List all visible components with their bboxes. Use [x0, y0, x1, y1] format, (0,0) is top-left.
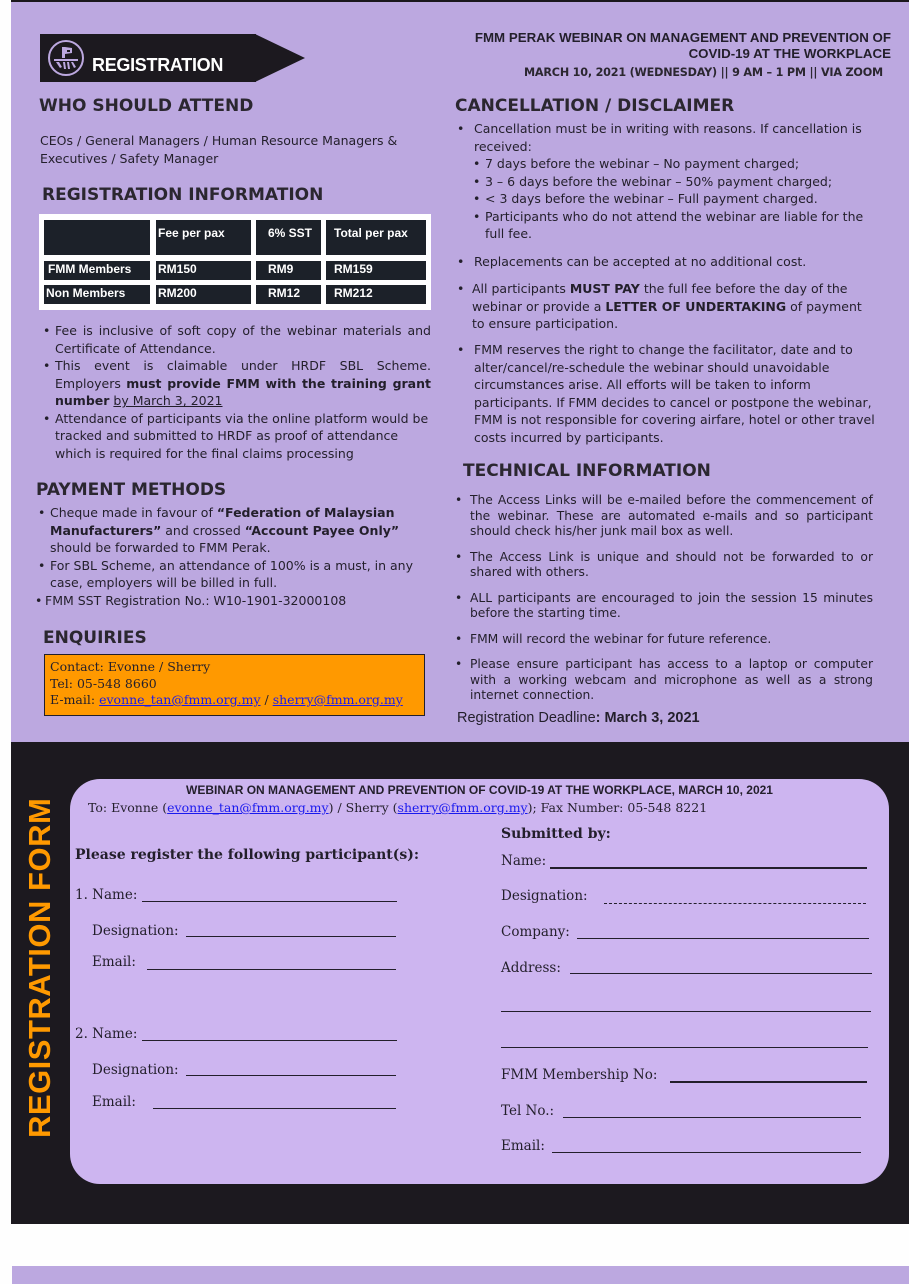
submitter-company-label: Company:: [501, 924, 570, 940]
registration-form-side-label: REGISTRATION FORM: [22, 797, 57, 1138]
fmm-logo-icon: [48, 40, 84, 76]
participant-1-name-label: 1. Name:: [75, 887, 138, 903]
table-cell-sst: RM9: [256, 261, 321, 280]
cancellation-term: • 7 days before the webinar – No payment charged;: [471, 155, 866, 173]
form-recipients: To: Evonne (evonne_tan@fmm.org.my) / Sherry (sherry@fmm.org.my); Fax Number: 05-548 8221: [88, 800, 708, 815]
technical-item: • FMM will record the webinar for future reference.: [455, 631, 772, 646]
event-title: [461, 30, 891, 61]
participant-2-email-label: Email:: [92, 1094, 136, 1110]
technical-list: [453, 493, 873, 704]
submitter-address-label: Address:: [501, 960, 561, 976]
contact-tel: Tel: 05-548 8660: [50, 675, 157, 691]
event-title-line-2: COVID-19 AT THE WORKPLACE: [688, 45, 891, 61]
registration-deadline: Registration Deadline: March 3, 2021: [457, 710, 700, 726]
cancellation-term: • 3 – 6 days before the webinar – 50% payment charged;: [471, 173, 866, 191]
technical-info-heading: TECHNICAL INFORMATION: [463, 461, 711, 481]
bullet-icon: •: [457, 342, 465, 357]
submitter-address-field-1[interactable]: [570, 973, 872, 974]
participant-2-name-label: 2. Name:: [75, 1026, 138, 1042]
bullet-icon: •: [457, 121, 465, 136]
cancellation-intro: • Cancellation must be in writing with reasons. If cancellation is received:: [457, 121, 862, 154]
participant-1-name-field[interactable]: [142, 901, 397, 902]
table-cell-fee: RM150: [156, 261, 251, 280]
table-header-sst: 6% SST: [256, 220, 321, 255]
contact-names: Contact: Evonne / Sherry: [50, 659, 211, 674]
enquiries-box: [44, 654, 425, 716]
bullet-icon: •: [455, 493, 463, 507]
replacements-note: • Replacements can be accepted at no additional cost.: [457, 254, 807, 269]
bullet-icon: •: [457, 254, 465, 269]
table-cell-sst: RM12: [256, 285, 321, 304]
registration-notes: [41, 322, 431, 462]
table-cell-total: RM159: [326, 261, 426, 280]
cancellation-block: [455, 120, 875, 243]
enquiries-heading: ENQUIRIES: [43, 628, 147, 648]
event-title-line-1: FMM PERAK WEBINAR ON MANAGEMENT AND PREVENTION OF: [474, 30, 891, 45]
table-header-blank: [44, 220, 150, 255]
participant-2-designation-field[interactable]: [186, 1075, 396, 1076]
registration-form-card: [70, 779, 889, 1184]
bullet-icon: •: [455, 631, 463, 646]
registration-info-heading: REGISTRATION INFORMATION: [42, 185, 324, 205]
email-link-evonne[interactable]: evonne_tan@fmm.org.my: [99, 692, 261, 707]
submitter-name-label: Name:: [501, 853, 547, 869]
note-item: • Attendance of participants via the online platform would be tracked and submitted to HRDF as proof of attendance which is required for the final claims processing: [41, 410, 431, 463]
table-header-fee: Fee per pax: [156, 220, 251, 255]
technical-item: • ALL participants are encouraged to join the session 15 minutes before the starting time.: [455, 590, 873, 620]
payment-requirement-note: • All participants MUST PAY the full fee before the day of the webinar or provide a LETTER OF UNDERTAKING of payment to ensure participation.: [457, 281, 862, 331]
submitter-email-label: Email:: [501, 1138, 545, 1154]
technical-item: • The Access Links will be e-mailed before the commencement of the webinar. These are automated e-mails and so participant should check his/her junk mail box as well.: [455, 493, 873, 538]
registration-title: REGISTRATION: [92, 55, 224, 75]
submitter-designation-field[interactable]: [604, 903, 866, 904]
submitter-membership-label: FMM Membership No:: [501, 1067, 658, 1083]
payment-list: [36, 504, 426, 609]
cancellation-term: • < 3 days before the webinar – Full payment charged.: [471, 190, 866, 208]
bullet-icon: •: [455, 590, 463, 605]
bullet-icon: •: [455, 657, 463, 671]
participant-1-designation-label: Designation:: [92, 923, 179, 939]
participant-1-email-field[interactable]: [147, 969, 396, 970]
submitted-by-heading: Submitted by:: [501, 826, 611, 842]
submitter-tel-label: Tel No.:: [501, 1103, 555, 1119]
who-should-attend-text: CEOs / General Managers / Human Resource Managers & Executives / Safety Manager: [40, 133, 398, 166]
email-link-evonne[interactable]: evonne_tan@fmm.org.my: [167, 800, 329, 815]
submitter-membership-field[interactable]: [670, 1081, 867, 1083]
participant-2-email-field[interactable]: [153, 1108, 396, 1109]
submitter-address-field-2[interactable]: [501, 1011, 871, 1012]
event-date-time: MARCH 10, 2021 (WEDNESDAY) || 9 AM – 1 PM || VIA ZOOM: [524, 66, 883, 79]
email-link-sherry[interactable]: sherry@fmm.org.my: [272, 692, 403, 707]
table-header-total: Total per pax: [326, 220, 426, 255]
table-cell-total: RM212: [326, 285, 426, 304]
cancellation-heading: CANCELLATION / DISCLAIMER: [455, 96, 735, 116]
banner-arrow-shape: [255, 34, 305, 82]
contact-emails: E-mail: evonne_tan@fmm.org.my / sherry@fmm.org.my: [50, 692, 403, 707]
technical-item: • The Access Link is unique and should not be forwarded to or shared with others.: [455, 549, 873, 579]
payment-item: • FMM SST Registration No.: W10-1901-32000108: [33, 592, 426, 610]
bullet-icon: •: [457, 281, 465, 296]
participant-1-designation-field[interactable]: [186, 936, 396, 937]
submitter-company-field[interactable]: [577, 938, 869, 939]
submitter-tel-field[interactable]: [563, 1117, 861, 1118]
table-cell-fee: RM200: [156, 285, 251, 304]
reserves-right-note: • FMM reserves the right to change the facilitator, date and to alter/cancel/re-schedule the webinar should unavoidable circumstances arise. All efforts will be taken to inform participants. If FMM decides to cancel or postpone the webinar, FMM is not responsible for covering airfare, hotel or other travel costs incurred by participants.: [457, 342, 875, 445]
participant-2-name-field[interactable]: [142, 1040, 397, 1041]
submitter-address-field-3[interactable]: [501, 1047, 868, 1048]
fee-table: [39, 214, 431, 310]
email-link-sherry[interactable]: sherry@fmm.org.my: [397, 800, 528, 815]
note-item: • Fee is inclusive of soft copy of the webinar materials and Certificate of Attendance.: [41, 322, 431, 357]
next-page-strip: [12, 1266, 909, 1284]
submitter-email-field[interactable]: [552, 1152, 861, 1153]
note-item: • This event is claimable under HRDF SBL Scheme. Employers must provide FMM with the training grant number by March 3, 2021: [41, 357, 431, 410]
technical-item: • Please ensure participant has access to a laptop or computer with a working webcam and microphone as well as a strong internet connection.: [455, 657, 873, 702]
submitter-designation-label: Designation:: [501, 888, 588, 904]
form-title: WEBINAR ON MANAGEMENT AND PREVENTION OF COVID-19 AT THE WORKPLACE, MARCH 10, 2021: [186, 783, 773, 797]
payment-item: • Cheque made in favour of “Federation of Malaysian Manufacturers” and crossed “Account Payee Only” should be forwarded to FMM Perak.: [36, 504, 426, 557]
bullet-icon: •: [455, 549, 463, 564]
table-cell-category: FMM Members: [44, 261, 150, 280]
payment-item: • For SBL Scheme, an attendance of 100% is a must, in any case, employers will be billed in full.: [36, 557, 426, 592]
payment-methods-heading: PAYMENT METHODS: [36, 480, 227, 500]
participant-1-email-label: Email:: [92, 954, 136, 970]
cancellation-term: • Participants who do not attend the webinar are liable for the full fee.: [471, 208, 866, 243]
participants-heading: Please register the following participant(s):: [75, 847, 420, 863]
participant-2-designation-label: Designation:: [92, 1062, 179, 1078]
table-cell-category: Non Members: [44, 285, 150, 304]
who-should-attend-heading: WHO SHOULD ATTEND: [39, 96, 254, 116]
submitter-name-field[interactable]: [550, 867, 867, 869]
cancellation-terms: [471, 155, 866, 243]
